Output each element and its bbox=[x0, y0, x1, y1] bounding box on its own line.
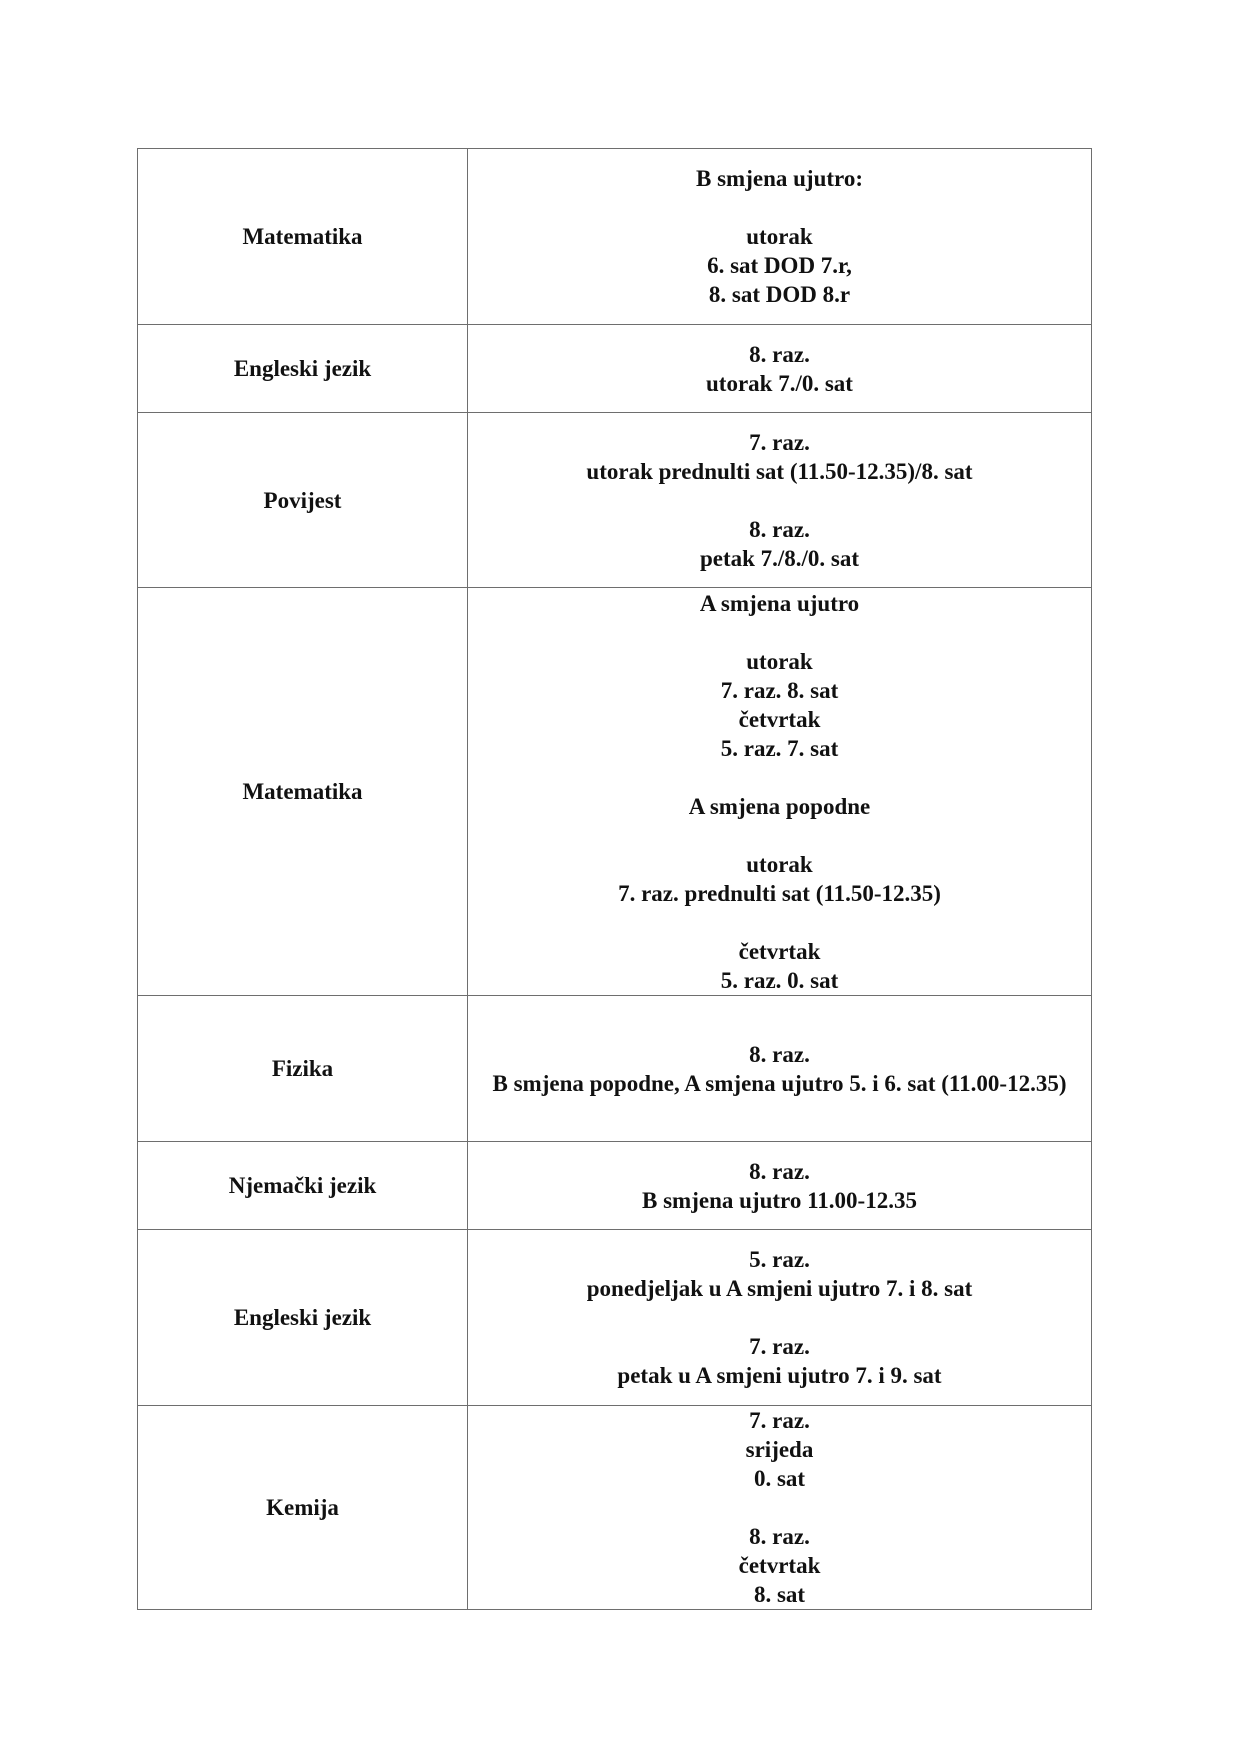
table-row bbox=[138, 1406, 1092, 1610]
schedule-line bbox=[474, 486, 1085, 515]
schedule-line: 5. raz. bbox=[749, 1247, 810, 1272]
schedule-line: 7. raz. prednulti sat (11.50-12.35) bbox=[618, 880, 941, 906]
subject-cell: Matematika bbox=[138, 149, 468, 325]
schedule-line bbox=[474, 908, 1085, 937]
schedule-line: B smjena ujutro: bbox=[696, 166, 863, 191]
schedule-cell bbox=[468, 149, 1092, 325]
schedule-cell bbox=[468, 325, 1092, 413]
schedule-line: 7. raz. bbox=[749, 1408, 810, 1433]
table-row bbox=[138, 1142, 1092, 1230]
schedule-line bbox=[474, 1303, 1085, 1332]
table-row bbox=[138, 325, 1092, 413]
schedule-line: utorak bbox=[746, 224, 813, 249]
schedule-line bbox=[474, 821, 1085, 850]
table-row bbox=[138, 1230, 1092, 1406]
schedule-line: ponedjeljak u A smjeni ujutro 7. i 8. sat bbox=[586, 1276, 973, 1301]
schedule-line: 6. sat DOD 7.r, bbox=[707, 253, 852, 278]
subject-cell: Povijest bbox=[138, 413, 468, 588]
schedule-line: 5. raz. 7. sat bbox=[720, 735, 839, 761]
schedule-line bbox=[474, 193, 1085, 222]
table-row bbox=[138, 588, 1092, 996]
schedule-line: srijeda bbox=[745, 1437, 814, 1462]
subject-cell: Fizika bbox=[138, 996, 468, 1142]
schedule-cell bbox=[468, 1406, 1092, 1610]
schedule-line: 8. sat DOD 8.r bbox=[708, 282, 851, 307]
schedule-cell bbox=[468, 996, 1092, 1142]
subject-cell: Kemija bbox=[138, 1406, 468, 1610]
schedule-line: 8. sat bbox=[753, 1582, 806, 1607]
schedule-line: 8. raz. bbox=[749, 1158, 810, 1184]
schedule-line: utorak prednulti sat (11.50-12.35)/8. sat bbox=[586, 458, 973, 484]
table-row bbox=[138, 413, 1092, 588]
schedule-line: A smjena popodne bbox=[688, 793, 871, 819]
schedule-line: utorak bbox=[746, 648, 813, 674]
schedule-line: 8. raz. bbox=[749, 1041, 810, 1067]
schedule-line: petak 7./8./0. sat bbox=[699, 545, 860, 571]
schedule-line: 0. sat bbox=[753, 1466, 806, 1491]
schedule-line: četvrtak bbox=[738, 1553, 821, 1578]
subject-cell: Engleski jezik bbox=[138, 1230, 468, 1406]
schedule-line: 7. raz. bbox=[749, 1334, 810, 1359]
schedule-line bbox=[474, 763, 1085, 792]
schedule-line: 7. raz. bbox=[749, 429, 810, 455]
schedule-body bbox=[138, 149, 1092, 1610]
schedule-line: utorak bbox=[746, 851, 813, 877]
schedule-line bbox=[474, 1493, 1085, 1522]
table-row bbox=[138, 149, 1092, 325]
schedule-line: 8. raz. bbox=[749, 1524, 810, 1549]
schedule-cell bbox=[468, 1142, 1092, 1230]
subject-cell: Engleski jezik bbox=[138, 325, 468, 413]
subject-cell: Njemački jezik bbox=[138, 1142, 468, 1230]
schedule-line: 8. raz. bbox=[749, 341, 810, 367]
schedule-line: B smjena popodne, A smjena ujutro 5. i 6. sat (11.00-12.35) bbox=[492, 1070, 1067, 1096]
schedule-line: petak u A smjeni ujutro 7. i 9. sat bbox=[617, 1363, 942, 1388]
schedule-line: A smjena ujutro bbox=[699, 590, 860, 616]
subject-cell: Matematika bbox=[138, 588, 468, 996]
schedule-line: 8. raz. bbox=[749, 516, 810, 542]
schedule-line: četvrtak bbox=[738, 706, 821, 732]
schedule-table bbox=[137, 148, 1092, 1610]
table-row bbox=[138, 996, 1092, 1142]
schedule-line: utorak 7./0. sat bbox=[706, 370, 853, 396]
schedule-line: četvrtak bbox=[738, 938, 821, 964]
schedule-line: 7. raz. 8. sat bbox=[720, 677, 839, 703]
schedule-line: 5. raz. 0. sat bbox=[720, 967, 839, 993]
schedule-cell bbox=[468, 413, 1092, 588]
schedule-line: B smjena ujutro 11.00-12.35 bbox=[642, 1187, 917, 1213]
schedule-line bbox=[474, 618, 1085, 647]
schedule-cell bbox=[468, 1230, 1092, 1406]
schedule-cell bbox=[468, 588, 1092, 996]
